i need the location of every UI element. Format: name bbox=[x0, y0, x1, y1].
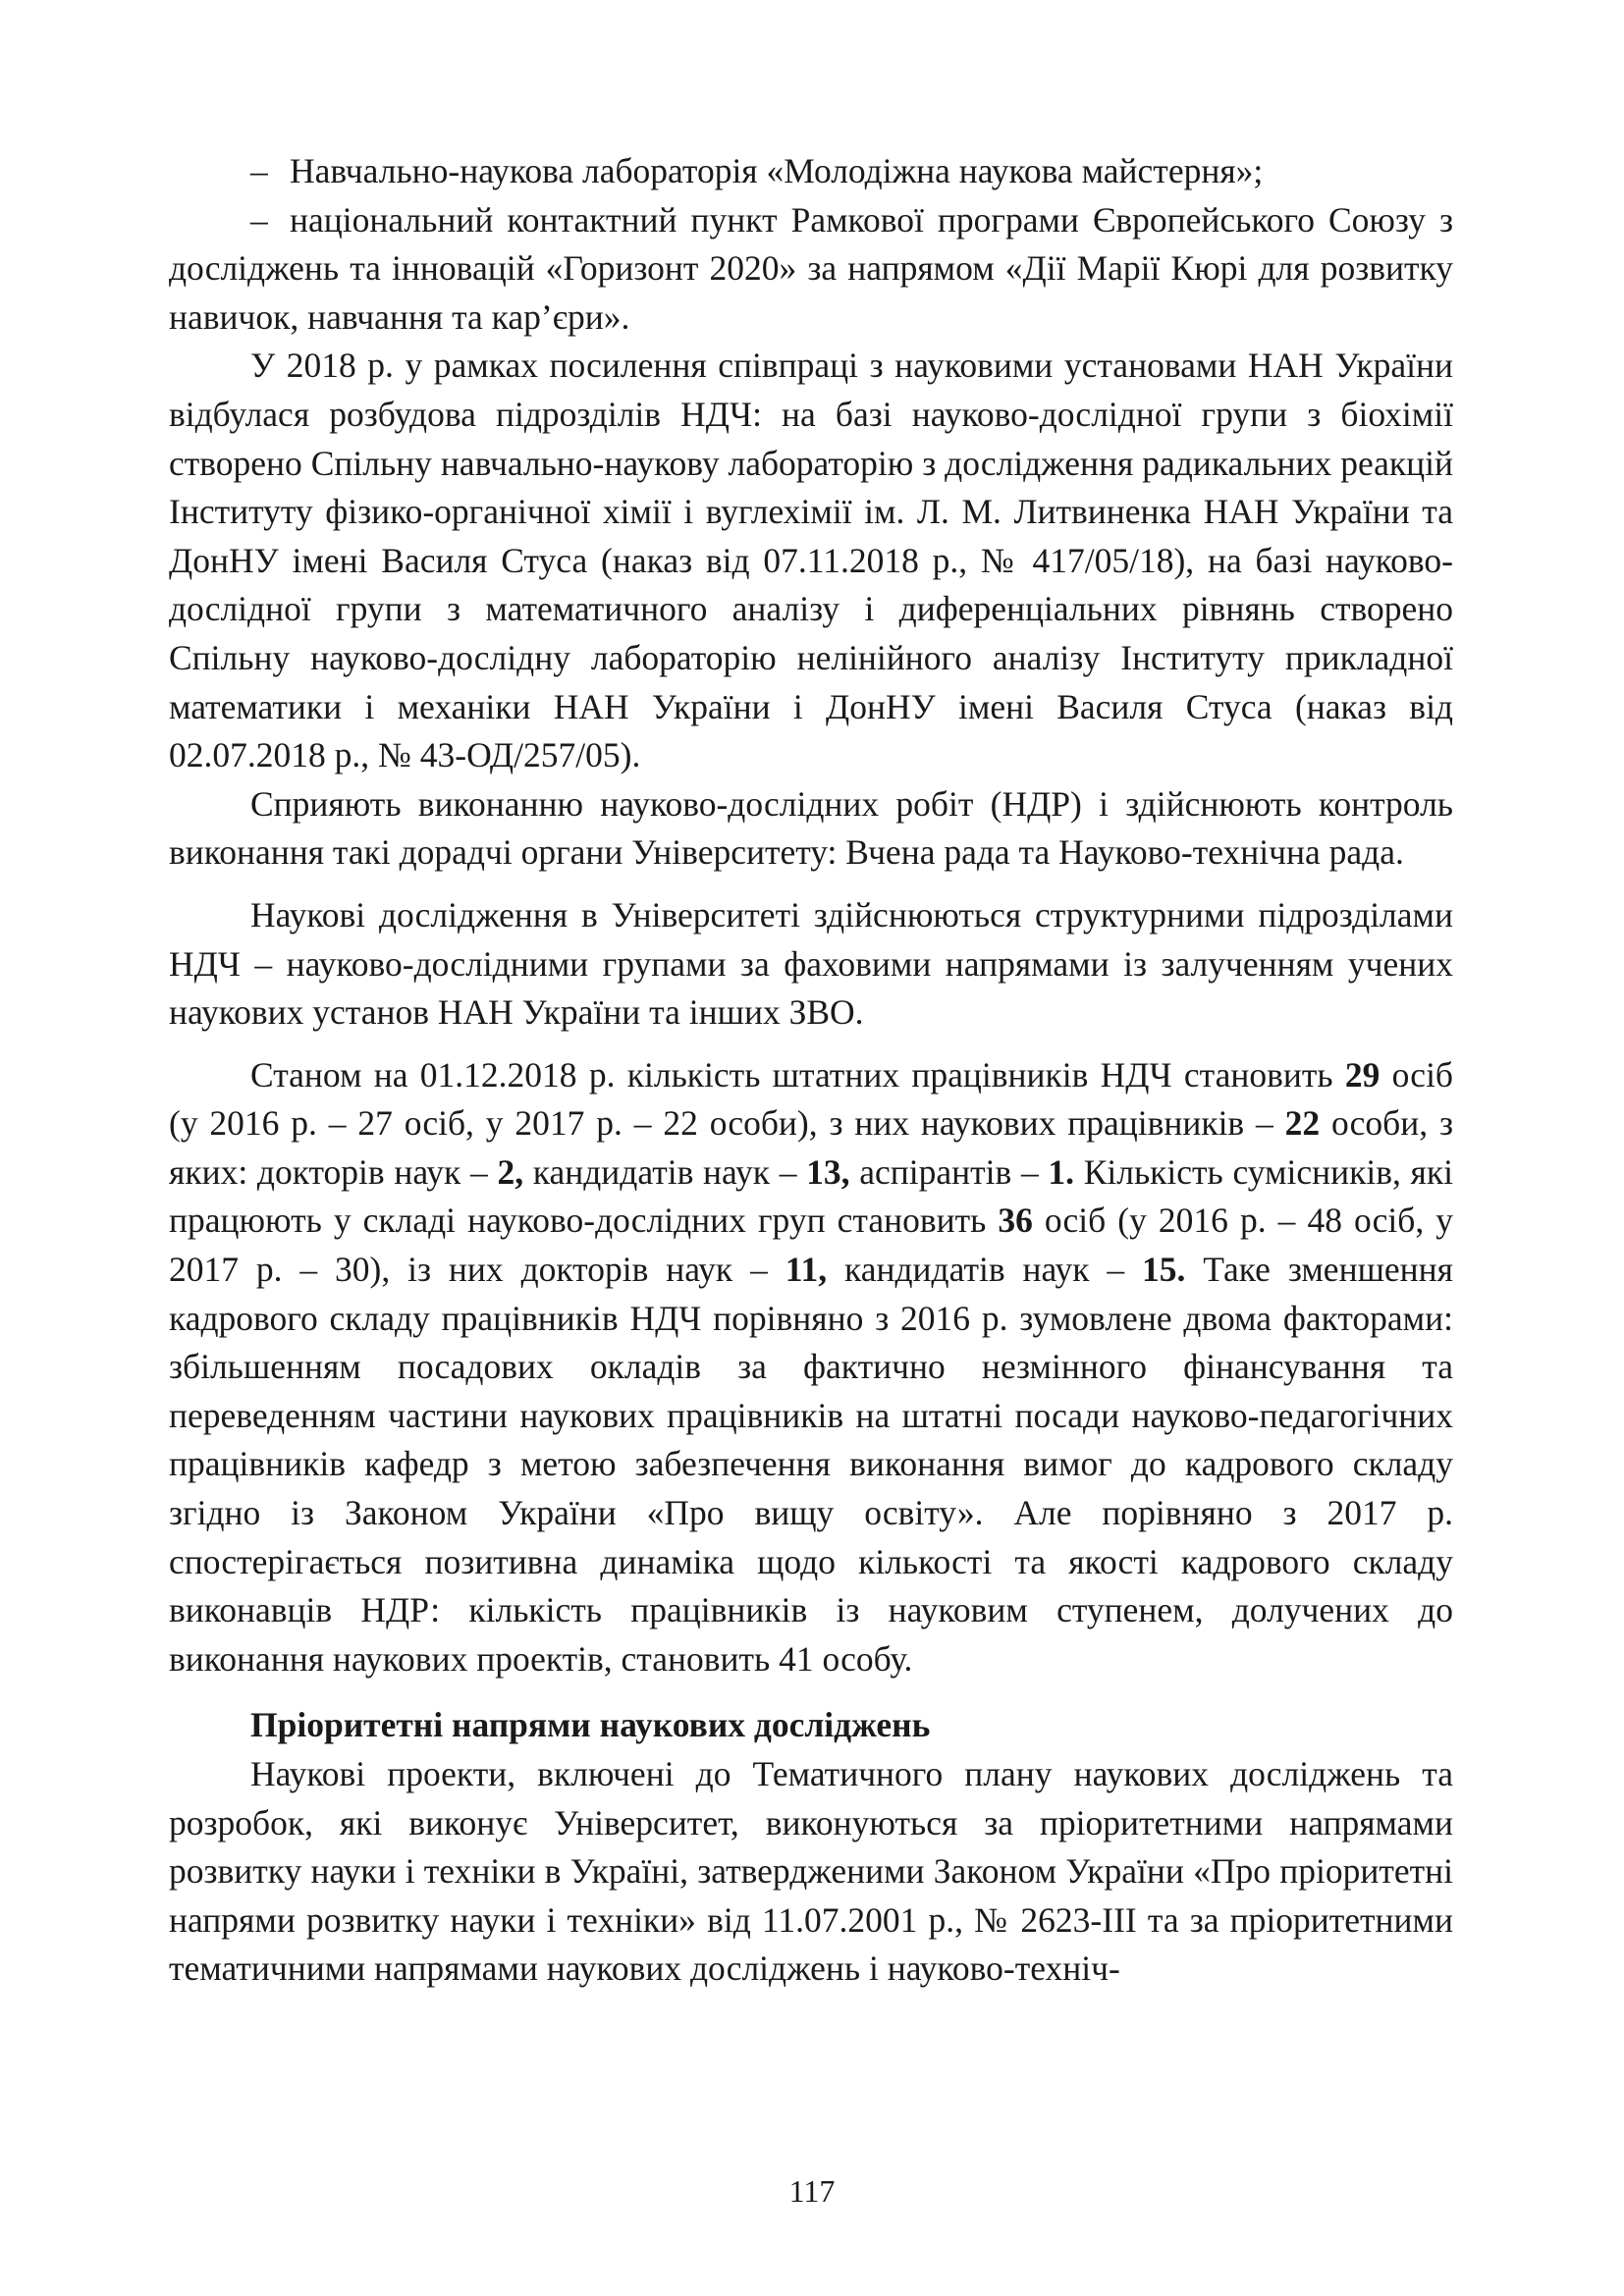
list-item bbox=[169, 147, 1453, 196]
bold-number: 29 bbox=[1344, 1054, 1380, 1095]
text-run: осіб (у 2016 р. – 27 осіб, у 2017 р. – 22 особи), з них наукових працівників – bbox=[169, 1054, 1453, 1144]
list-item-text: Навчально-наукова лабораторія «Молодіжна наукова майстерня»; bbox=[290, 151, 1264, 190]
section-heading: Пріоритетні напрями наукових досліджень bbox=[250, 1705, 931, 1745]
document-body bbox=[169, 147, 1453, 1994]
bold-number: 15. bbox=[1141, 1250, 1186, 1290]
page-number: 117 bbox=[788, 2173, 836, 2209]
list-item-text: національний контактний пункт Рамкової програми Європейського Союзу з досліджень та інновацій «Горизонт 2020» за напрямом «Дії Марії Кюрі для розвитку навичок, навчання та кар’єри». bbox=[169, 199, 1453, 337]
list-dash: – bbox=[250, 199, 268, 240]
text-run: аспірантів – bbox=[849, 1151, 1049, 1192]
bold-number: 2, bbox=[497, 1151, 524, 1192]
bold-number: 11, bbox=[785, 1250, 828, 1290]
list-dash: – bbox=[250, 151, 268, 190]
paragraph-research-units: Наукові дослідження в Університеті здійснюються структурними підрозділами НДЧ – науково-дослідними групами за фаховими напрямами із залученням учених наукових установ НАН України та інших ЗВО. bbox=[169, 894, 1453, 1033]
text-run: Таке зменшення кадрового складу працівників НДЧ порівняно з 2016 р. зумовлене двома факторами: збільшенням посадових окладів за фактично незмінного фінансування та переведенням частини наукових працівників на штатні посади науково-педагогічних працівників кафедр з метою забезпечення виконання вимог до кадрового складу згідно із Законом України «Про вищу освіту». Але порівняно з 2017 р. спостерігається позитивна динаміка щодо кількості та якості кадрового складу виконавців НДР: кількість працівників із науковим ступенем, долучених до виконання наукових проектів, становить 41 особу. bbox=[169, 1250, 1453, 1679]
bold-number: 13, bbox=[806, 1151, 850, 1192]
text-run: осіб (у 2016 р. – 48 осіб, у 2017 р. – 30), із них докторів наук – bbox=[169, 1201, 1453, 1290]
paragraph-staff-stats bbox=[169, 1051, 1453, 1684]
bold-number: 22 bbox=[1284, 1103, 1321, 1144]
text-run: Кількість сумісників, які працюють у складі науково-дослідних груп становить bbox=[169, 1151, 1453, 1241]
paragraph-priority-directions: Наукові проекти, включені до Тематичного плану наукових досліджень та розробок, які виконує Університет, виконуються за пріоритетними напрямами розвитку науки і техніки в Україні, затвердженими Законом України «Про пріоритетні напрями розвитку науки і техніки» від 11.07.2001 р., № 2623-ІІІ та за пріоритетними тематичними напрямами наукових досліджень і науково-техніч- bbox=[169, 1754, 1453, 1989]
bold-number: 1. bbox=[1048, 1151, 1075, 1192]
text-run: кандидатів наук – bbox=[523, 1151, 807, 1192]
text-run: особи, з яких: докторів наук – bbox=[169, 1103, 1453, 1192]
bold-number: 36 bbox=[998, 1201, 1033, 1241]
paragraph-cooperation: У 2018 р. у рамках посилення співпраці з науковими установами НАН України відбулася розбудова підрозділів НДЧ: на базі науково-дослідної групи з біохімії створено Спільну навчально-наукову лабораторію з дослідження радикальних реакцій Інституту фізико-органічної хімії і вуглехімії ім. Л. М. Литвиненка НАН України та ДонНУ імені Василя Стуса (наказ від 07.11.2018 р., № 417/05/18), на базі науково-дослідної групи з математичного аналізу і диференціальних рівнянь створено Спільну науково-дослідну лабораторію нелінійного аналізу Інституту прикладної математики і механіки НАН України і ДонНУ імені Василя Стуса (наказ від 02.07.2018 р., № 43-ОД/257/05). bbox=[169, 346, 1453, 775]
paragraph-advisory-bodies: Сприяють виконанню науково-дослідних робіт (НДР) і здійснюють контроль виконання такі дорадчі органи Університету: Вчена рада та Науково-технічна рада. bbox=[169, 783, 1453, 873]
text-run: Станом на 01.12.2018 р. кількість штатних працівників НДЧ становить bbox=[250, 1054, 1345, 1095]
text-run: кандидатів наук – bbox=[827, 1250, 1142, 1290]
list-item bbox=[169, 196, 1453, 343]
